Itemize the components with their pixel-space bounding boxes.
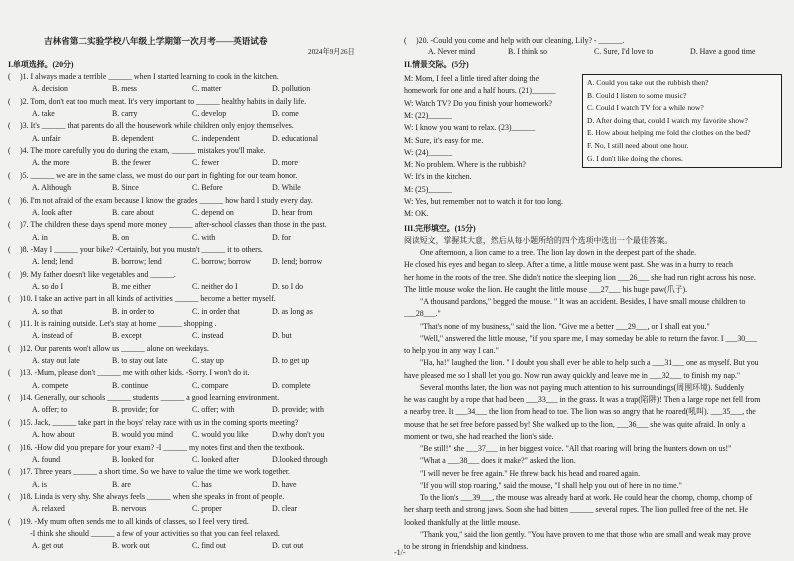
answer-paren[interactable]: ( [8,393,11,403]
option: C. matter [192,84,222,94]
question-options [32,183,420,193]
option: A. the more [32,158,70,168]
option: B. mess [112,84,137,94]
answer-paren[interactable]: ( [8,417,11,427]
option: B. care about [112,207,154,217]
option: D.looked through [272,454,328,464]
cloze-line: The little mouse woke the lion. He caught the little mouse ___27___ his huge paw(爪子). [404,284,688,294]
cloze-line: he was caught by a rope that had been ___33___ in the grass. It was a trap(陷阱)! Then a large rope net fell from [404,395,761,404]
option: D. educational [272,133,319,143]
question-stem: ( )4. The more carefully you do during the exam, ______ mistakes you'll make. [8,146,266,156]
option: D. so I do [272,281,304,291]
option: D. have [272,479,297,489]
option: D. but [272,331,292,341]
option: B. except [112,331,142,341]
question-stem: ( )19. -My mum often sends me to all kinds of classes, so I feel very tired. [8,516,249,526]
question-stem: ( )9. My father doesn't like vegetables and ______. [8,269,176,279]
question-stem: ( )17. Three years ______ a short time. So we have to value the time we work together. [8,467,291,477]
option: C. instead [192,331,224,341]
option: C. looked after [192,454,240,464]
option: B. to stay out late [112,356,168,366]
question-options [32,480,420,490]
cloze-line: "Well," answered the little mouse, "if you spare me, I may someday be able to return the favor. I ___30___ [420,333,758,343]
question-stem: ( )10. I take an active part in all kinds of activities ______ become a better myself. [8,294,276,304]
cloze-line: "If you will stop roaring," said the mouse, "I shall help you out of here in no time." [420,480,682,490]
question-stem: ( )2. Tom, don't eat too much meat. It's very important to ______ healthy habits in daily life. [8,96,307,106]
cloze-line: have pleased me so I shall let you go. Now run away quickly and leave me in ___32___ to finish my nap." [404,370,741,380]
cloze-line: "Ha, ha!" laughed the lion. " I doubt you shall ever be able to help such a ___31___ one as myself. But you [420,358,759,368]
option: A. instead of [32,331,73,341]
dialogue-line: W: It's in the kitchen. [404,172,472,182]
option: D.why don't you [272,430,325,440]
option: A. offer; to [32,405,68,415]
question-stem: ( )7. The children these days spend more money ______ after-school classes than those in the past. [8,220,327,230]
option: C. borrow; borrow [192,257,251,267]
option: A. stay out late [32,356,80,366]
cloze-line: mouse that he set free before passed by! She walked up to the lion, ___36___ she was quite afraid. In only a [404,419,746,429]
option: B. dependent [112,133,154,143]
option: A. Never mind [428,47,476,56]
option: C. depend on [192,207,234,217]
cloze-line: her sharp teeth and strong jaws. Soon she had bitten ______ several ropes. The lion pulled free of the net. He [404,505,749,515]
option: A. compete [32,380,69,390]
cloze-line: to be strong in friendship and kindness. [404,542,529,551]
answer-paren[interactable]: ( [8,121,11,131]
option: B. nervous [112,504,147,514]
left-column [8,0,396,561]
cloze-line: He closed his eyes and began to sleep. After a time, a little mouse went past. She was in a hurry to reach [404,260,733,270]
choices-box [582,74,782,168]
option: B. borrow; lend [112,257,162,267]
question-options [32,158,420,168]
question-stem: ( )18. Linda is very shy. She always feels ______ when she speaks in front of people. [8,491,285,501]
option: C. proper [192,504,222,514]
choice-item: D. After doing that, could I watch my favorite show? [587,115,748,125]
answer-paren[interactable]: ( [8,170,11,180]
option: A. in [32,232,48,242]
answer-paren[interactable]: ( [8,442,11,452]
option: B. work out [112,541,150,551]
answer-paren[interactable]: ( [8,220,11,230]
option: D. lend; borrow [272,257,323,267]
option: D. for [272,232,291,242]
question-options [32,307,420,317]
answer-paren[interactable]: ( [8,343,11,353]
dialogue-line: M: (25)______ [404,184,452,194]
option: C. Before [192,183,223,193]
cloze-line: "What a ___38___ does it make?" asked the lion. [420,456,576,466]
dialogue-line: homework for one and a half hours. (21)______ [404,86,556,96]
option: C. offer; with [192,405,235,415]
option: D. hear from [272,207,313,217]
question-stem: ( )14. Generally, our schools ______ students ______ a good learning environment. [8,393,280,403]
cloze-line: her home in the roots of the tree. She didn't notice the sleeping lion ___26___ she had run right across his nose. [404,272,756,282]
question-options [32,356,420,366]
option: C. with [192,232,216,242]
dialogue-line: M: No problem. Where is the rubbish? [404,160,526,170]
dialogue-line: M: (22)______ [404,110,452,120]
option: A. how about [32,430,75,440]
section2-heading: II.情景交际。(5分) [404,60,469,69]
choice-item: A. Could you take out the rubbish then? [587,78,709,87]
option: D. complete [272,380,311,390]
option: B. I think so [508,47,548,56]
right-column [404,0,792,561]
option: B. Since [112,183,139,193]
question-options [32,134,420,144]
option: C. stay up [192,356,224,366]
question-options [32,541,420,551]
cloze-line: moment or two, she had reached the lion's side. [404,431,554,441]
question-options [32,109,420,119]
option: B. me either [112,281,151,291]
answer-paren[interactable]: ( [8,195,11,205]
answer-paren[interactable]: ( [8,244,11,254]
dialogue-line: M: Mom, I feel a little tired after doing the [404,74,539,83]
option: B. provide; for [112,405,159,415]
option: A. unfair [32,133,61,143]
cloze-line: ___28___." [404,309,441,319]
option: A. so that [32,306,63,316]
answer-paren[interactable]: ( [8,516,11,526]
option: B. carry [112,109,138,119]
cloze-line: "That's none of my business," said the lion. "Give me a better ___29___, or I shall eat you." [420,321,710,331]
cloze-line: Several months later, the lion was not paying much attention to his surroundings(周围环境). Suddenly [420,382,745,392]
question-stem: ( )3. It's ______ that parents do all the housework while children only enjoy themselves. [8,121,294,131]
option: D. provide; with [272,405,324,415]
question-stem: ( )6. I'm not afraid of the exam because I know the grades ______ how hard I study every day. [8,195,313,205]
option: B. would you mind [112,430,173,440]
answer-paren[interactable]: ( [8,491,11,501]
cloze-line: "Be still!" she ___37___ in her biggest voice. "All that roaring will bring the hunters down on us!" [420,444,732,453]
option: B. continue [112,380,149,390]
question-options [32,504,420,514]
choice-item: E. How about helping me fold the clothes on the bed? [587,128,751,138]
question-stem: ( )13. -Mum, please don't ______ me with other kids. -Sorry. I won't do it. [8,368,250,378]
option: A. found [32,454,61,464]
question-options [32,405,420,415]
cloze-line: "Thank you," said the lion gently. "You have proven to me that those who are small and weak may prove [420,529,751,539]
option: D. as long as [272,306,313,316]
option: A. look after [32,207,73,217]
option: A. decision [32,84,68,94]
question-options [32,455,420,465]
option: A. get out [32,541,64,551]
question-stem-continued: -I think she should ______ a few of your activities so that you can feel relaxed. [30,528,280,538]
section1-heading: I.单项选择。(20分) [8,60,74,69]
cloze-line: "I will never be free again." He threw back his head and roared again. [420,468,641,478]
question-stem: ( )5. ______ we are in the same class, we must do our part in fighting for our team honor. [8,170,298,180]
answer-paren[interactable]: ( [8,368,11,378]
question-stem: ( )11. It is raining outside. Let's stay at home ______ shopping . [8,319,217,328]
option: A. take [32,109,55,119]
answer-paren[interactable]: ( [8,96,11,106]
option: D. cut out [272,541,304,551]
option: B. are [112,479,131,489]
option: C. in order that [192,306,240,316]
cloze-line: looked thankfully at the little mouse. [404,517,521,527]
option: B. on [112,232,130,242]
option: A. lend; lend [32,257,73,267]
option: D. to get up [272,356,310,366]
option: D. While [272,183,301,193]
option: D. pollution [272,84,311,94]
question-options [32,381,420,391]
answer-paren[interactable]: ( [8,319,11,328]
answer-paren[interactable]: ( [8,467,11,477]
cloze-instruction: 阅读短文，掌握其大意，然后从每小题所给的四个选项中选出一个最佳答案。 [404,236,673,245]
question-stem: ( )15. Jack, ______ take part in the boys' relay race with us in the coming sports meeting? [8,417,299,427]
question-options [32,282,420,292]
page-number: -1/- [394,548,406,557]
choice-item: B. Could I listen to some music? [587,90,687,100]
question-options [32,84,420,94]
question-20-options [428,47,794,57]
choice-item: F. No, I still need about one hour. [587,141,689,150]
dialogue-line: W: (24)______ [404,147,453,157]
question-stem: ( )12. Our parents won't allow us ______ alone on weekdays. [8,343,209,353]
dialogue-line: W: Watch TV? Do you finish your homework? [404,98,553,108]
option: C. neither do I [192,281,238,291]
option: D. come [272,109,299,119]
section3-heading: III.完形填空。(15分) [404,224,476,233]
option: D. clear [272,504,297,514]
cloze-line: One afternoon, a lion came to a tree. The lion lay down in the deepest part of the shade. [420,248,697,257]
option: A. is [32,479,47,489]
exam-title: 吉林省第二实验学校八年级上学期第一次月考——英语试卷 [44,36,268,46]
answer-paren[interactable]: ( [8,146,11,156]
question-options [32,331,420,341]
dialogue-line: W: I know you want to relax. (23)______ [404,123,536,133]
exam-date: 2024年9月26日 [308,48,355,56]
question-stem: ( )8. -May I ______ your bike? -Certainly, but you mustn't ______ it to others. [8,244,263,254]
answer-paren[interactable]: ( [8,294,11,304]
question-stem: ( )1. I always made a terrible ______ when I started learning to cook in the kitchen. [8,72,279,81]
cloze-line: to help you in any way I can." [404,346,499,355]
answer-paren[interactable]: ( [8,269,11,279]
option: C. compare [192,380,229,390]
option: C. develop [192,109,227,119]
cloze-line: To the lion's ___39___, the mouse was already hard at work. He could hear the chomp, chomp, chomp of [420,493,753,502]
option: A. so do I [32,281,64,291]
choice-item: C. Could I watch TV for a while now? [587,103,704,113]
option: C. find out [192,541,226,551]
question-stem: ( )16. -How did you prepare for your exam? -I ______ my notes first and then the textbook. [8,442,305,452]
option: A. Although [32,183,72,193]
option: C. Sure, I'd love to [594,47,654,56]
option: B. in order to [112,306,155,316]
dialogue-line: M: OK. [404,209,429,219]
question-options [32,233,420,243]
choice-item: G. I don't like doing the chores. [587,153,683,163]
option: B. the fewer [112,158,151,168]
option: A. relaxed [32,504,65,514]
option: D. Have a good time [690,47,756,56]
option: D. more [272,158,298,168]
option: B. looked for [112,454,154,464]
dialogue-line: M: Sure, it's easy for me. [404,135,484,145]
answer-paren[interactable]: ( [8,72,11,81]
option: C. would you like [192,430,249,440]
question-options [32,430,420,440]
question-20: ( )20. -Could you come and help with our cleaning, Lily? - ______. [404,36,625,45]
question-options [32,208,420,218]
question-options [32,257,420,267]
dialogue-line: W: Yes, but remember not to watch it for too long. [404,197,564,206]
option: C. independent [192,133,240,143]
option: C. has [192,479,212,489]
option: C. fewer [192,158,220,168]
cloze-line: "A thousand pardons," begged the mouse. " It was an accident. Besides, I have small mouse children to [420,297,746,306]
cloze-line: a nearby tree. It ___34___ the lion from head to toe. The lion was so angry that he roared(吼叫). ___35___, the [404,407,756,417]
